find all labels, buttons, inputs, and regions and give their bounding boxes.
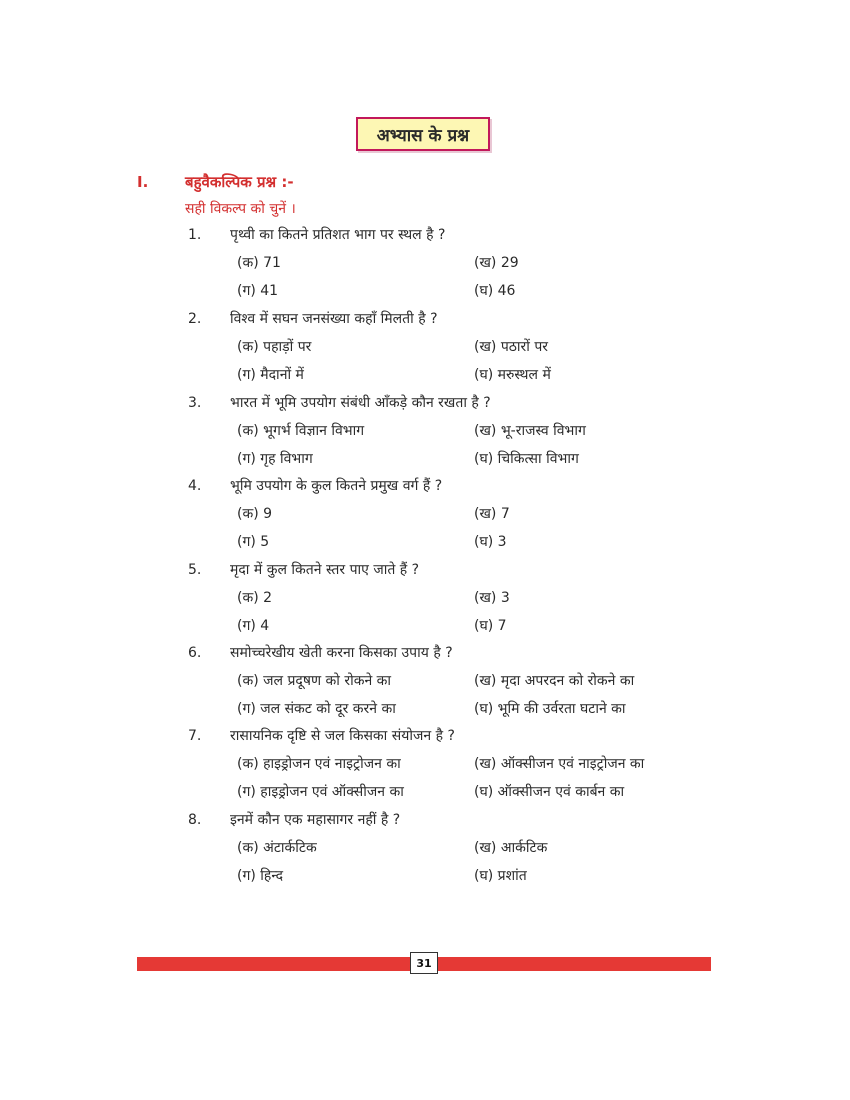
option-gha: (घ) 7 xyxy=(474,618,507,634)
option-gha: (घ) 3 xyxy=(474,534,507,550)
question xyxy=(0,558,850,582)
option-row xyxy=(0,447,850,471)
exercise-title-box xyxy=(356,117,490,151)
option-row xyxy=(0,780,850,804)
question xyxy=(0,808,850,832)
section-heading xyxy=(137,172,294,192)
question-number: 8. xyxy=(188,812,202,828)
question xyxy=(0,724,850,748)
question-text: विश्व में सघन जनसंख्या कहाँ मिलती है ? xyxy=(230,311,438,327)
question-text: समोच्चरेखीय खेती करना किसका उपाय है ? xyxy=(230,645,453,661)
section-instruction: सही विकल्प को चुनें । xyxy=(185,201,296,217)
question-text: रासायनिक दृष्टि से जल किसका संयोजन है ? xyxy=(230,728,455,744)
page-number: 31 xyxy=(416,956,432,970)
option-row xyxy=(0,279,850,303)
option-ka: (क) 9 xyxy=(237,506,273,522)
option-ka: (क) भूगर्भ विज्ञान विभाग xyxy=(237,423,365,439)
option-row xyxy=(0,836,850,860)
question-text: इनमें कौन एक महासागर नहीं है ? xyxy=(230,812,401,828)
question-number: 7. xyxy=(188,728,202,744)
option-ka: (क) 2 xyxy=(237,590,273,606)
question xyxy=(0,474,850,498)
option-gha: (घ) चिकित्सा विभाग xyxy=(474,451,579,467)
question xyxy=(0,641,850,665)
option-row xyxy=(0,697,850,721)
option-ga: (ग) 4 xyxy=(237,618,270,634)
option-kha: (ख) 7 xyxy=(474,506,510,522)
option-kha: (ख) ऑक्सीजन एवं नाइट्रोजन का xyxy=(474,756,645,772)
option-ga: (ग) जल संकट को दूर करने का xyxy=(237,701,396,717)
option-kha: (ख) 3 xyxy=(474,590,510,606)
option-ka: (क) 71 xyxy=(237,255,281,271)
question-text: मृदा में कुल कितने स्तर पाए जाते हैं ? xyxy=(230,562,420,578)
option-row xyxy=(0,752,850,776)
question-number: 3. xyxy=(188,395,202,411)
option-row xyxy=(0,419,850,443)
option-row xyxy=(0,614,850,638)
option-kha: (ख) आर्कटिक xyxy=(474,840,548,856)
option-gha: (घ) 46 xyxy=(474,283,516,299)
question-text: पृथ्वी का कितने प्रतिशत भाग पर स्थल है ? xyxy=(230,227,446,243)
page-number-box xyxy=(410,952,438,974)
option-gha: (घ) मरुस्थल में xyxy=(474,367,551,383)
option-ka: (क) अंटार्कटिक xyxy=(237,840,317,856)
option-row xyxy=(0,363,850,387)
option-ga: (ग) 41 xyxy=(237,283,279,299)
option-gha: (घ) ऑक्सीजन एवं कार्बन का xyxy=(474,784,625,800)
option-ka: (क) जल प्रदूषण को रोकने का xyxy=(237,673,392,689)
option-row xyxy=(0,530,850,554)
question-text: भूमि उपयोग के कुल कितने प्रमुख वर्ग हैं ? xyxy=(230,478,443,494)
option-ga: (ग) हिन्द xyxy=(237,868,284,884)
option-ka: (क) पहाड़ों पर xyxy=(237,339,312,355)
question xyxy=(0,391,850,415)
question xyxy=(0,223,850,247)
option-kha: (ख) मृदा अपरदन को रोकने का xyxy=(474,673,635,689)
option-gha: (घ) भूमि की उर्वरता घटाने का xyxy=(474,701,626,717)
section-number: I. xyxy=(137,173,149,191)
question-text: भारत में भूमि उपयोग संबंधी आँकड़े कौन रखता है ? xyxy=(230,395,491,411)
option-row xyxy=(0,669,850,693)
option-kha: (ख) भू-राजस्व विभाग xyxy=(474,423,586,439)
option-row xyxy=(0,251,850,275)
option-row xyxy=(0,586,850,610)
question-number: 6. xyxy=(188,645,202,661)
option-kha: (ख) 29 xyxy=(474,255,519,271)
question-number: 1. xyxy=(188,227,202,243)
option-row xyxy=(0,864,850,888)
question xyxy=(0,307,850,331)
question-number: 5. xyxy=(188,562,202,578)
option-ga: (ग) मैदानों में xyxy=(237,367,304,383)
page-title: अभ्यास के प्रश्न xyxy=(376,125,470,146)
option-ga: (ग) गृह विभाग xyxy=(237,451,313,467)
question-number: 2. xyxy=(188,311,202,327)
section-title: बहुवैकल्पिक प्रश्न :- xyxy=(185,173,294,191)
option-kha: (ख) पठारों पर xyxy=(474,339,549,355)
option-row xyxy=(0,502,850,526)
question-number: 4. xyxy=(188,478,202,494)
option-ga: (ग) हाइड्रोजन एवं ऑक्सीजन का xyxy=(237,784,404,800)
option-ka: (क) हाइड्रोजन एवं नाइट्रोजन का xyxy=(237,756,401,772)
option-ga: (ग) 5 xyxy=(237,534,270,550)
option-gha: (घ) प्रशांत xyxy=(474,868,527,884)
option-row xyxy=(0,335,850,359)
